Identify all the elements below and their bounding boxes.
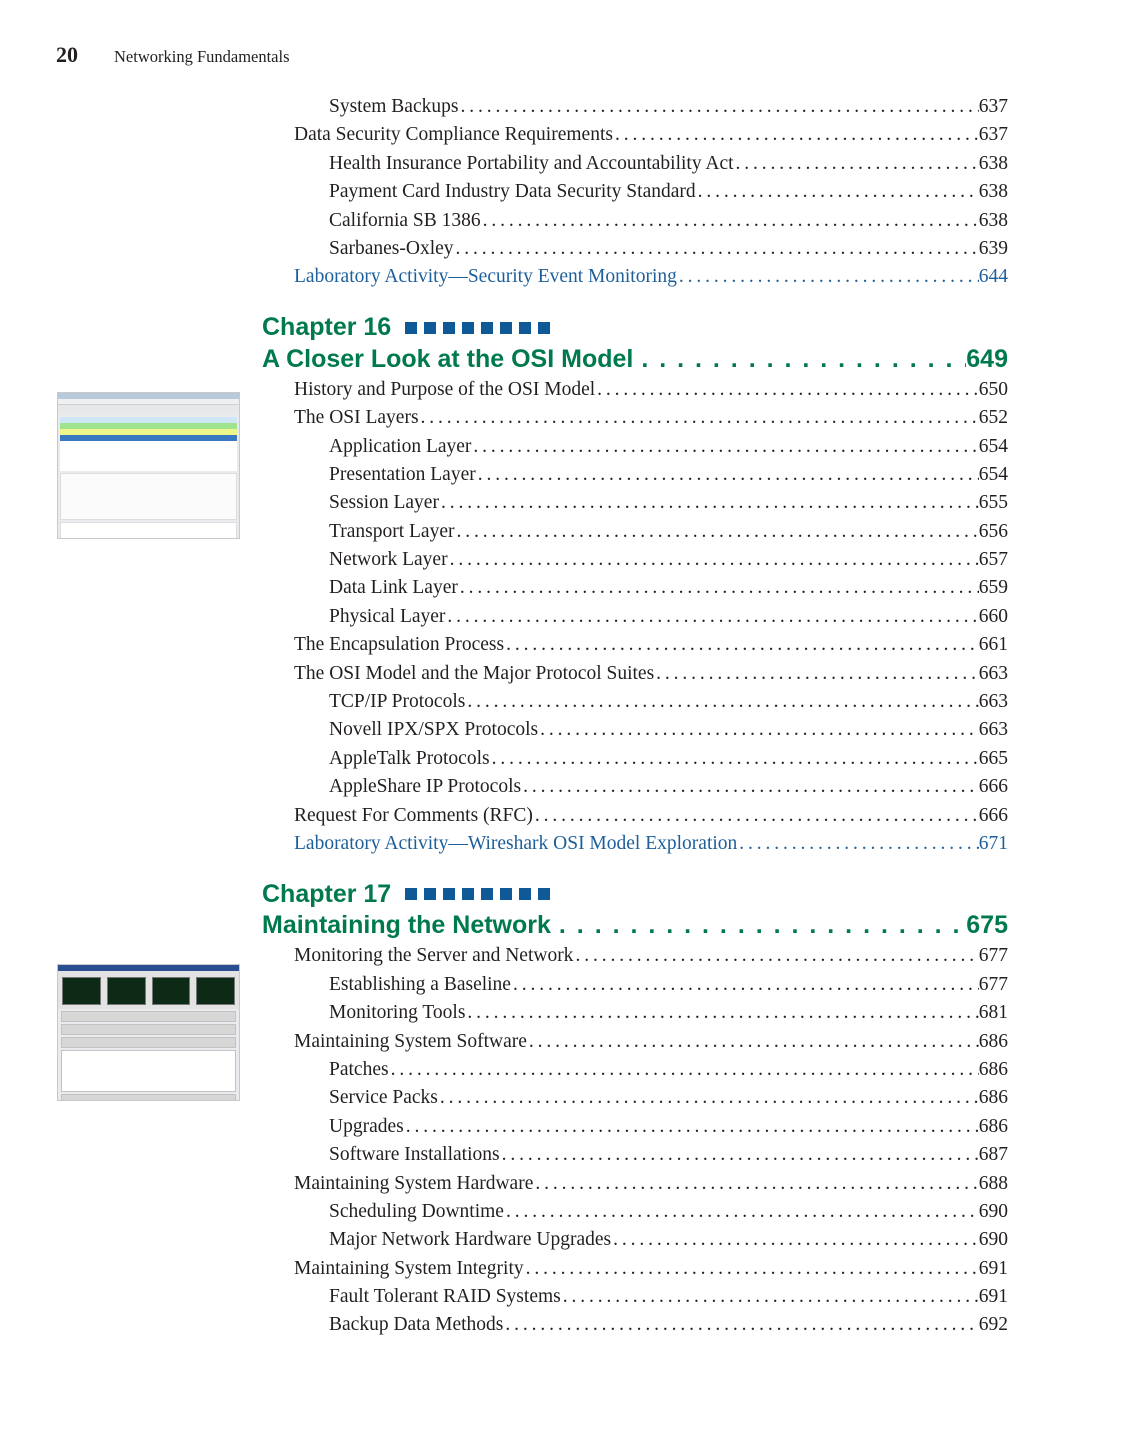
entry-title: Maintaining System Hardware: [294, 1172, 534, 1194]
toc-entry[interactable]: [262, 719, 1008, 747]
entry-title: Session Layer: [329, 492, 439, 514]
dot-leader: [389, 1059, 979, 1081]
dot-leader: [524, 1258, 979, 1280]
dot-leader: [465, 691, 978, 713]
entry-page: 687: [978, 1144, 1008, 1166]
entry-page: 654: [978, 435, 1008, 457]
entry-page: 638: [978, 152, 1008, 174]
entry-title: Backup Data Methods: [329, 1314, 504, 1336]
dot-leader: [454, 238, 979, 260]
dot-leader: [521, 776, 979, 798]
dot-leader: [533, 805, 979, 827]
entry-title: Establishing a Baseline: [329, 973, 511, 995]
entry-page: 656: [978, 520, 1008, 542]
dot-leader: [595, 379, 979, 401]
entry-page: 644: [978, 266, 1008, 288]
entry-page: 638: [978, 209, 1008, 231]
entry-page: 686: [978, 1030, 1008, 1052]
toc-entry[interactable]: [262, 1201, 1008, 1229]
toc-entry[interactable]: [262, 210, 1008, 238]
toc-entry[interactable]: [262, 1002, 1008, 1030]
toc-entry[interactable]: [262, 549, 1008, 577]
entry-title: AppleTalk Protocols: [329, 747, 490, 769]
entry-page: 686: [978, 1058, 1008, 1080]
entry-page: 639: [978, 237, 1008, 259]
entry-page: 686: [978, 1087, 1008, 1109]
entry-title: System Backups: [329, 96, 459, 117]
entry-title: Application Layer: [329, 435, 472, 457]
toc-entry[interactable]: [262, 464, 1008, 492]
toc-entry[interactable]: [262, 492, 1008, 520]
toc-entry[interactable]: [262, 238, 1008, 266]
table-of-contents: [262, 96, 1008, 1343]
entry-title: Upgrades: [329, 1115, 404, 1137]
toc-entry[interactable]: [262, 1314, 1008, 1342]
decorative-squares-icon: [405, 888, 550, 900]
dot-leader: [734, 153, 979, 175]
entry-page: 663: [978, 662, 1008, 684]
chapter-title: Maintaining the Network: [262, 911, 551, 940]
entry-page: 681: [978, 1002, 1008, 1024]
dot-leader: [481, 210, 979, 232]
entry-page: 692: [978, 1314, 1008, 1336]
chapter-title: A Closer Look at the OSI Model: [262, 344, 634, 373]
toc-lab-entry[interactable]: [262, 833, 1008, 861]
dot-leader: [633, 345, 966, 374]
entry-title: Scheduling Downtime: [329, 1200, 504, 1222]
dot-leader: [527, 1031, 979, 1053]
entry-title: Maintaining System Software: [294, 1030, 527, 1052]
entry-page: 677: [978, 973, 1008, 995]
toc-entry[interactable]: [262, 945, 1008, 973]
dot-leader: [458, 577, 979, 599]
entry-page: 637: [978, 96, 1008, 117]
dot-leader: [465, 1002, 978, 1024]
dot-leader: [504, 1201, 979, 1223]
dot-leader: [504, 634, 979, 656]
entry-page: 638: [978, 181, 1008, 203]
toc-entry[interactable]: [262, 1031, 1008, 1059]
chapter-title-entry[interactable]: [262, 345, 1008, 379]
entry-title: Fault Tolerant RAID Systems: [329, 1286, 561, 1308]
toc-entry[interactable]: [262, 153, 1008, 181]
entry-page: 663: [978, 691, 1008, 713]
entry-title: The OSI Layers: [294, 407, 419, 429]
dot-leader: [448, 549, 979, 571]
entry-page: 652: [978, 407, 1008, 429]
toc-entry[interactable]: [262, 1229, 1008, 1257]
entry-page: 655: [978, 492, 1008, 514]
entry-page: 665: [978, 747, 1008, 769]
toc-entry[interactable]: [262, 974, 1008, 1002]
chapter-page: 675: [966, 911, 1008, 940]
entry-title: Sarbanes-Oxley: [329, 237, 454, 259]
dot-leader: [533, 1173, 978, 1195]
dot-leader: [439, 492, 979, 514]
entry-page: 663: [978, 719, 1008, 741]
entry-title: Patches: [329, 1058, 389, 1080]
toc-entry[interactable]: [262, 1087, 1008, 1115]
toc-entry[interactable]: [262, 748, 1008, 776]
chapter-number: Chapter 16: [262, 313, 392, 342]
toc-lab-entry[interactable]: [262, 266, 1008, 294]
dot-leader: [611, 1229, 979, 1251]
dot-leader: [471, 436, 978, 458]
dot-leader: [696, 181, 979, 203]
entry-title: Software Installations: [329, 1144, 500, 1166]
toc-entry[interactable]: [262, 691, 1008, 719]
book-title: Networking Fundamentals: [114, 47, 290, 66]
entry-title: Payment Card Industry Data Security Standard: [329, 181, 696, 203]
entry-page: 688: [978, 1172, 1008, 1194]
entry-page: 666: [978, 776, 1008, 798]
chapter-page: 649: [966, 344, 1008, 373]
entry-title: Health Insurance Portability and Accountability Act: [329, 152, 734, 174]
entry-title: Network Layer: [329, 549, 448, 571]
toc-entry[interactable]: [262, 606, 1008, 634]
toc-entry[interactable]: [262, 181, 1008, 209]
entry-title: Laboratory Activity—Security Event Monitoring: [294, 266, 677, 288]
toc-entry[interactable]: [262, 634, 1008, 662]
dot-leader: [561, 1286, 979, 1308]
entry-title: Service Packs: [329, 1087, 438, 1109]
entry-page: 671: [978, 832, 1008, 854]
entry-title: Physical Layer: [329, 605, 446, 627]
chapter-heading: [262, 311, 1008, 379]
entry-title: The OSI Model and the Major Protocol Suites: [294, 662, 655, 684]
entry-page: 686: [978, 1115, 1008, 1137]
dot-leader: [677, 266, 979, 288]
toc-entry[interactable]: [262, 407, 1008, 435]
entry-page: 690: [978, 1229, 1008, 1251]
entry-title: Major Network Hardware Upgrades: [329, 1229, 612, 1251]
dot-leader: [538, 719, 979, 741]
entry-page: 666: [978, 804, 1008, 826]
entry-title: Monitoring Tools: [329, 1002, 466, 1024]
dot-leader: [500, 1144, 979, 1166]
entry-page: 691: [978, 1286, 1008, 1308]
entry-title: Data Link Layer: [329, 577, 458, 599]
performance-monitor-screenshot-thumbnail: [57, 964, 240, 1101]
dot-leader: [445, 606, 978, 628]
entry-page: 690: [978, 1200, 1008, 1222]
decorative-squares-icon: [405, 322, 550, 334]
chapter-heading: [262, 877, 1008, 945]
dot-leader: [458, 96, 978, 118]
toc-entry[interactable]: [262, 1286, 1008, 1314]
toc-entry[interactable]: [262, 124, 1008, 152]
entry-title: Data Security Compliance Requirements: [294, 124, 613, 146]
entry-title: Laboratory Activity—Wireshark OSI Model Exploration: [294, 832, 738, 854]
dot-leader: [613, 124, 979, 146]
entry-title: California SB 1386: [329, 209, 481, 231]
toc-entry[interactable]: [262, 1144, 1008, 1172]
entry-title: Transport Layer: [329, 520, 455, 542]
dot-leader: [438, 1087, 979, 1109]
entry-page: 691: [978, 1257, 1008, 1279]
entry-title: Request For Comments (RFC): [294, 804, 533, 826]
dot-leader: [654, 663, 979, 685]
toc-entry[interactable]: [262, 1059, 1008, 1087]
chapter-number: Chapter 17: [262, 879, 392, 908]
entry-page: 660: [978, 605, 1008, 627]
toc-entry[interactable]: [262, 1173, 1008, 1201]
entry-title: The Encapsulation Process: [294, 634, 505, 656]
toc-entry[interactable]: [262, 805, 1008, 833]
entry-page: 677: [978, 945, 1008, 967]
entry-page: 661: [978, 634, 1008, 656]
entry-title: Monitoring the Server and Network: [294, 945, 574, 967]
wireshark-screenshot-thumbnail: [57, 392, 240, 539]
entry-title: Novell IPX/SPX Protocols: [329, 719, 539, 741]
dot-leader: [476, 464, 979, 486]
toc-entry[interactable]: [262, 96, 1008, 124]
entry-title: AppleShare IP Protocols: [329, 776, 522, 798]
dot-leader: [503, 1314, 978, 1336]
dot-leader: [551, 911, 966, 940]
entry-page: 650: [978, 378, 1008, 400]
running-head: [56, 42, 290, 68]
toc-entry[interactable]: [262, 1116, 1008, 1144]
dot-leader: [419, 407, 979, 429]
dot-leader: [490, 748, 979, 770]
entry-page: 637: [978, 124, 1008, 146]
toc-entry[interactable]: [262, 379, 1008, 407]
page-number: 20: [56, 42, 78, 67]
toc-entry[interactable]: [262, 436, 1008, 464]
entry-title: History and Purpose of the OSI Model: [294, 378, 596, 400]
chapter-label: [262, 311, 1008, 345]
entry-page: 659: [978, 577, 1008, 599]
dot-leader: [511, 974, 979, 996]
entry-title: Presentation Layer: [329, 463, 476, 485]
chapter-label: [262, 877, 1008, 911]
entry-title: Maintaining System Integrity: [294, 1257, 524, 1279]
toc-entry[interactable]: [262, 663, 1008, 691]
dot-leader: [573, 945, 978, 967]
dot-leader: [454, 521, 978, 543]
dot-leader: [737, 833, 978, 855]
toc-entry[interactable]: [262, 776, 1008, 804]
entry-page: 654: [978, 463, 1008, 485]
toc-entry[interactable]: [262, 577, 1008, 605]
entry-title: TCP/IP Protocols: [329, 691, 466, 713]
entry-page: 657: [978, 549, 1008, 571]
toc-entry[interactable]: [262, 521, 1008, 549]
toc-entry[interactable]: [262, 1258, 1008, 1286]
chapter-title-entry[interactable]: [262, 911, 1008, 945]
dot-leader: [404, 1116, 979, 1138]
